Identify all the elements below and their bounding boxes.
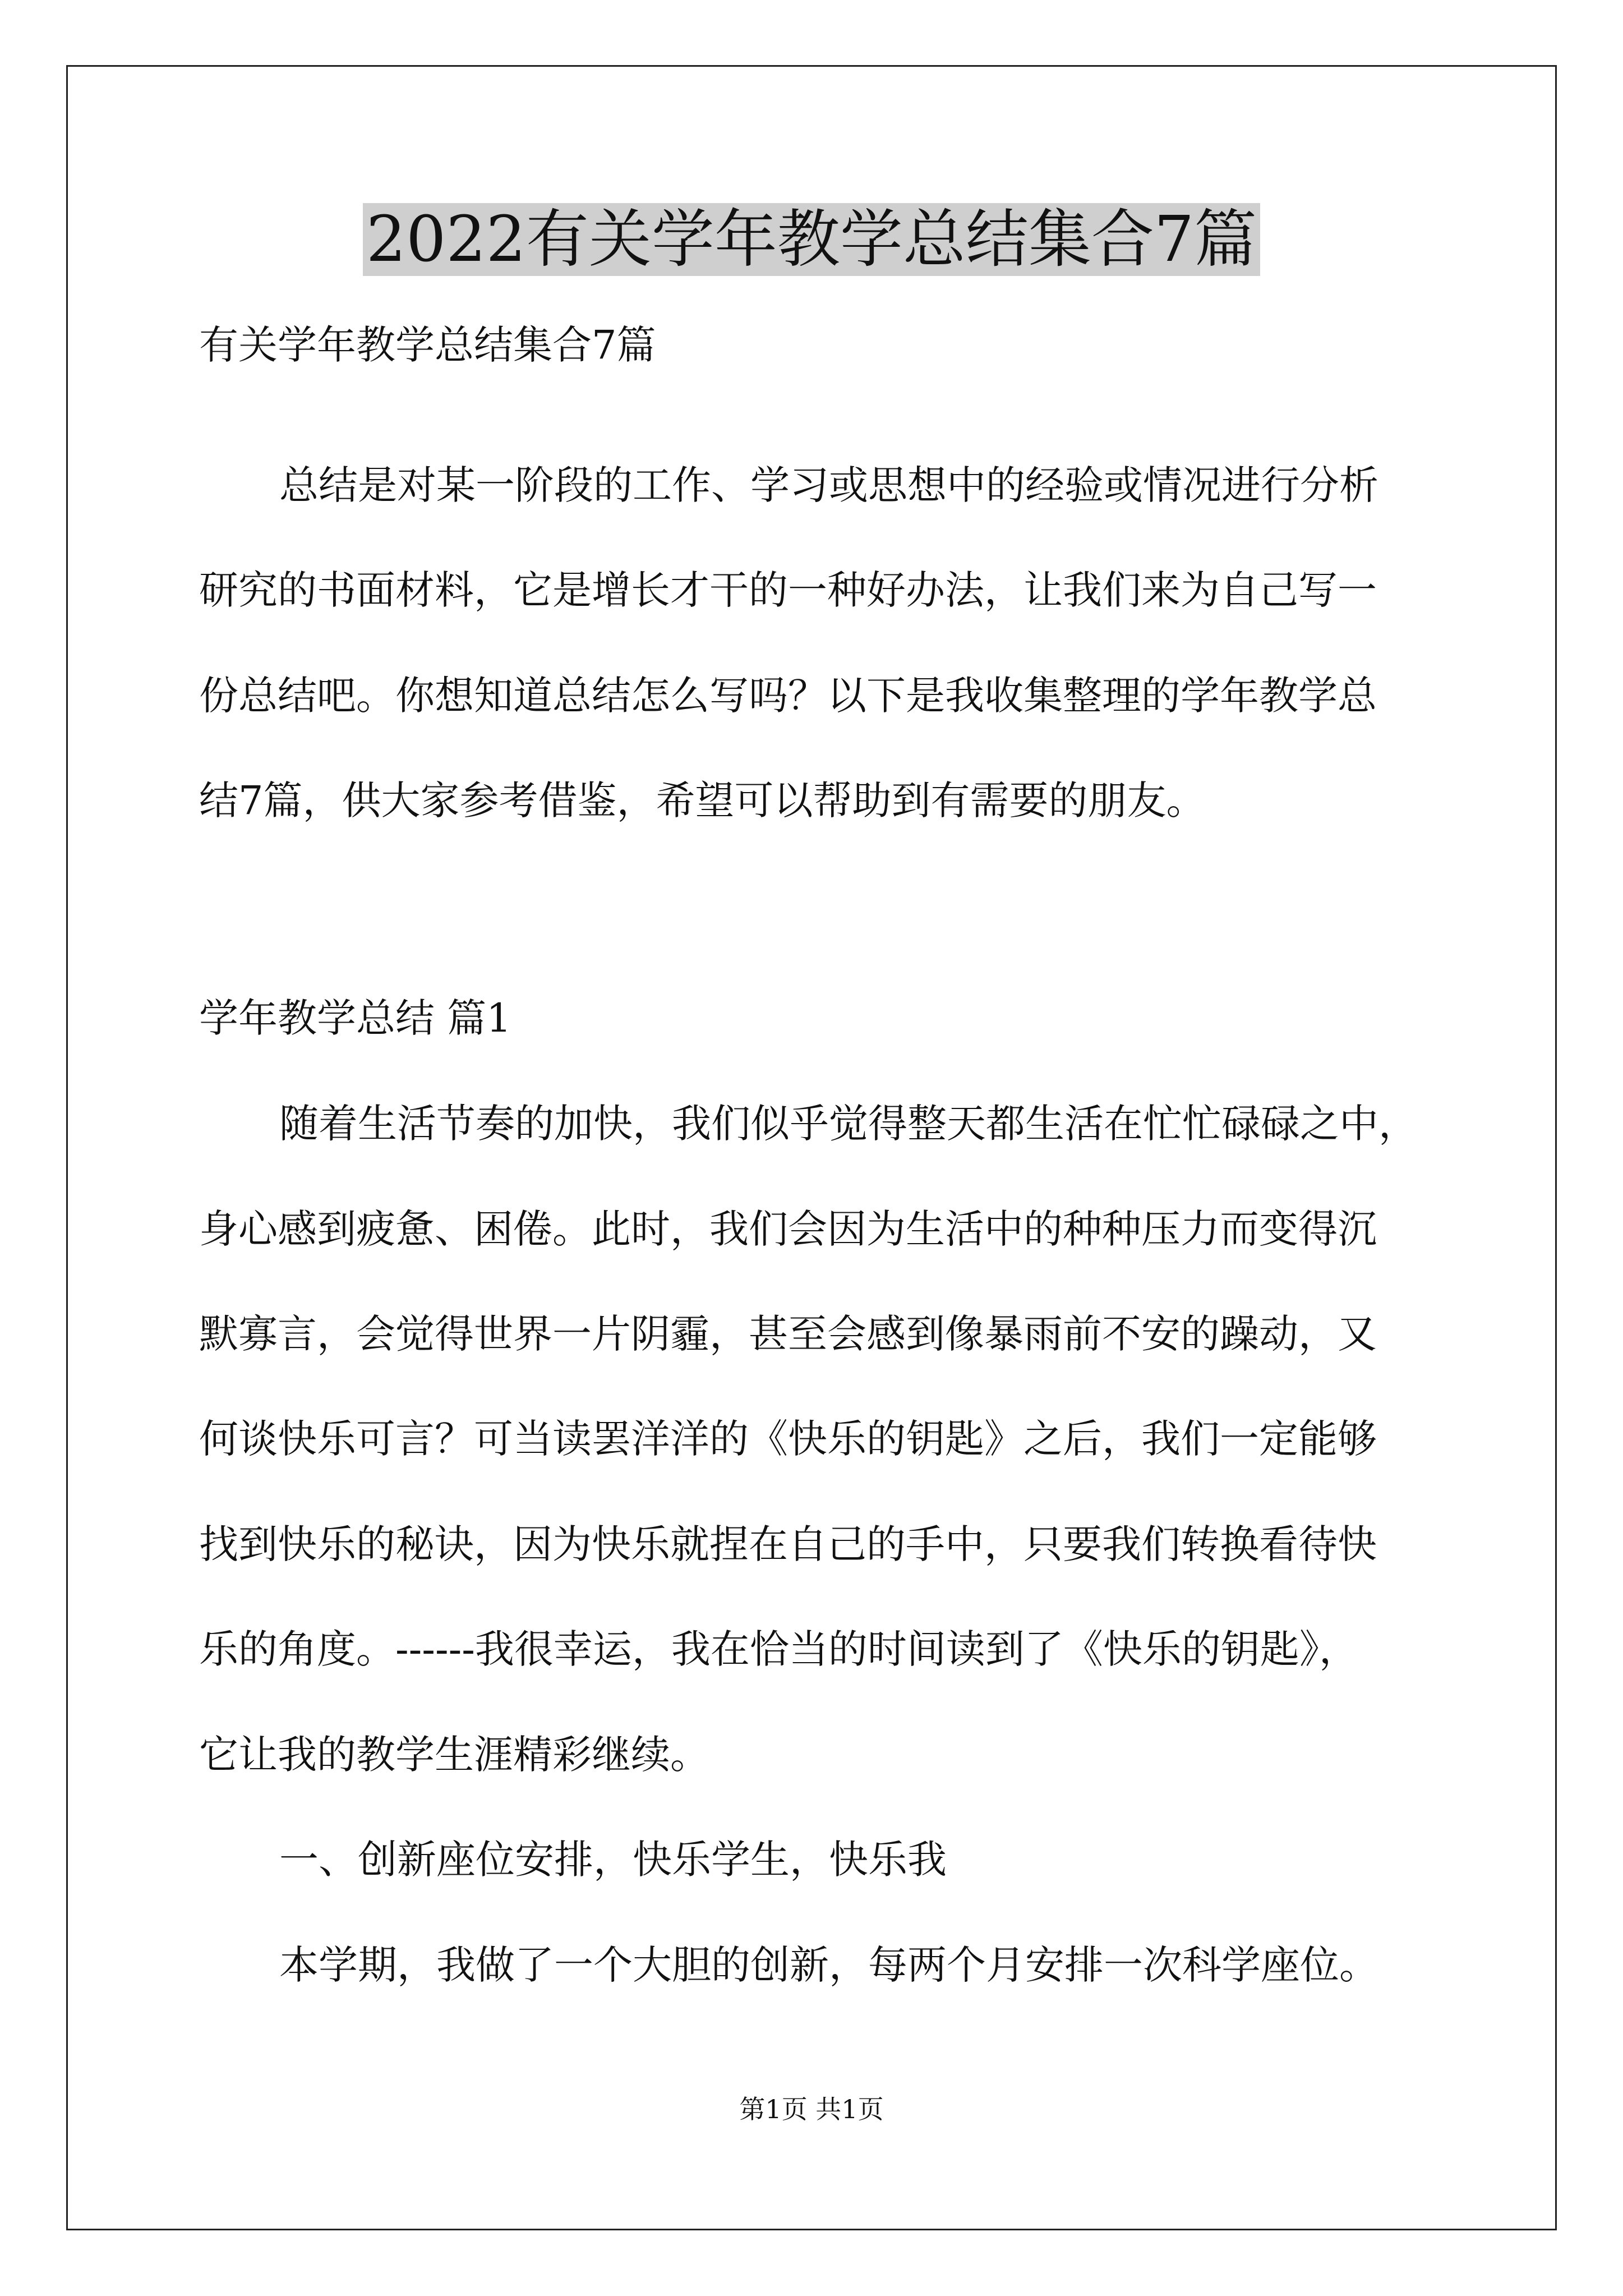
body-line-1: 随着生活节奏的加快，我们似乎觉得整天都生活在忙忙碌碌之中， [279, 1101, 1418, 1147]
intro-line-4: 结7篇，供大家参考借鉴，希望可以帮助到有需要的朋友。 [199, 777, 1206, 823]
body-line-5: 找到快乐的秘诀，因为快乐就捏在自己的手中，只要我们转换看待快 [199, 1521, 1377, 1567]
body-line-6: 乐的角度。------我很幸运，我在恰当的时间读到了《快乐的钥匙》， [199, 1626, 1358, 1672]
document-title [0, 197, 1623, 282]
point-heading: 一、创新座位安排，快乐学生，快乐我 [279, 1837, 947, 1883]
intro-line-3: 份总结吧。你想知道总结怎么写吗？以下是我收集整理的学年教学总 [199, 673, 1377, 719]
body-line-3: 默寡言，会觉得世界一片阴霾，甚至会感到像暴雨前不安的躁动，又 [199, 1311, 1377, 1357]
title-highlight: 2022有关学年教学总结集合7篇 [363, 203, 1260, 276]
body-last-line: 本学期，我做了一个大胆的创新，每两个月安排一次科学座位。 [279, 1942, 1378, 1988]
section-heading: 学年教学总结 篇1 [199, 995, 511, 1041]
body-line-7: 它让我的教学生涯精彩继续。 [199, 1732, 709, 1778]
body-line-2: 身心感到疲惫、困倦。此时，我们会因为生活中的种种压力而变得沉 [199, 1206, 1377, 1252]
page-footer: 第1页 共1页 [739, 2094, 884, 2124]
document-subtitle: 有关学年教学总结集合7篇 [199, 322, 656, 368]
intro-line-1: 总结是对某一阶段的工作、学习或思想中的经验或情况进行分析 [279, 462, 1378, 508]
body-line-4: 何谈快乐可言？可当读罢洋洋的《快乐的钥匙》之后，我们一定能够 [199, 1416, 1377, 1462]
intro-line-2: 研究的书面材料，它是增长才干的一种好办法，让我们来为自己写一 [199, 567, 1377, 613]
